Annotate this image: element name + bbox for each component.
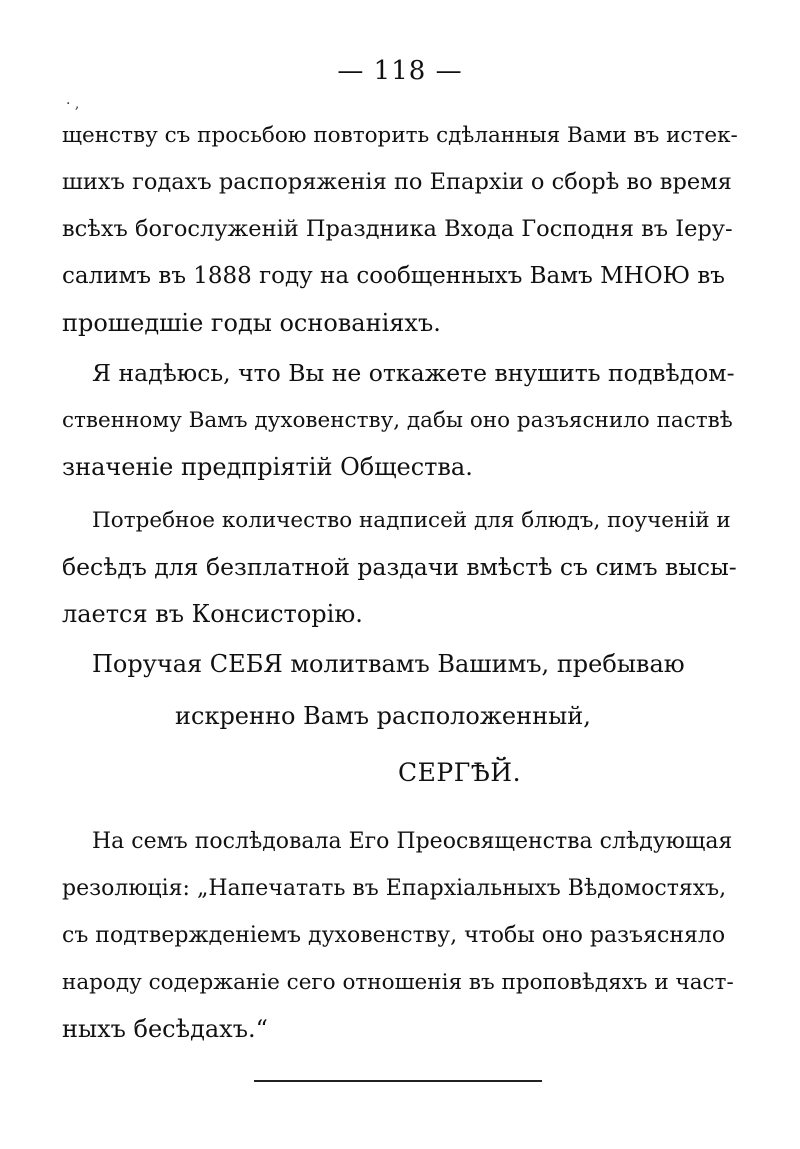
text-line: всѣхъ богослуженій Праздника Входа Господня въ Іеру- — [62, 216, 733, 242]
text-line: щенству съ просьбою повторить сдѣланныя Вами въ истек- — [62, 123, 738, 148]
signature: СЕРГѢЙ. — [398, 758, 522, 787]
text-line: Потребное количество надписей для блюдъ, поученій и — [92, 508, 731, 533]
print-speck: · , — [66, 96, 80, 112]
paragraph-inscriptions — [62, 497, 738, 638]
closing-line-1: Поручая СЕБЯ молитвамъ Вашимъ, пребываю — [92, 650, 685, 678]
paragraph-hope — [62, 350, 738, 491]
paragraph-resolution — [62, 818, 738, 1053]
paragraph-request — [62, 112, 738, 347]
text-line: прошедшіе годы основаніяхъ. — [62, 309, 441, 337]
text-line: На семъ послѣдовала Его Преосвященства слѣдующая — [92, 829, 733, 854]
text-line: бесѣдъ для безплатной раздачи вмѣстѣ съ симъ высы- — [62, 553, 737, 581]
text-line: съ подтвержденіемъ духовенству, чтобы оно разъясняло — [62, 923, 726, 948]
text-line: Я надѣюсь, что Вы не откажете внушить подвѣдом- — [92, 359, 735, 387]
end-rule — [254, 1080, 542, 1082]
text-line: ныхъ бесѣдахъ.“ — [62, 1015, 268, 1043]
text-line: народу содержаніе сего отношенія въ проповѣдяхъ и част- — [62, 970, 734, 995]
text-line: шихъ годахъ распоряженія по Епархіи о сборѣ во время — [62, 169, 732, 195]
page-number: — 118 — — [337, 56, 463, 86]
text-line: лается въ Консисторію. — [62, 600, 363, 628]
text-line: салимъ въ 1888 году на сообщенныхъ Вамъ МНОЮ въ — [62, 263, 725, 289]
closing-line-2: искренно Вамъ расположенный, — [175, 702, 591, 730]
text-line: резолюція: „Напечатать въ Епархіальныхъ Вѣдомостяхъ, — [62, 876, 727, 901]
text-line: значеніе предпріятій Общества. — [62, 453, 473, 481]
text-line: ственному Вамъ духовенству, дабы оно разъяснило паствѣ — [62, 408, 733, 433]
